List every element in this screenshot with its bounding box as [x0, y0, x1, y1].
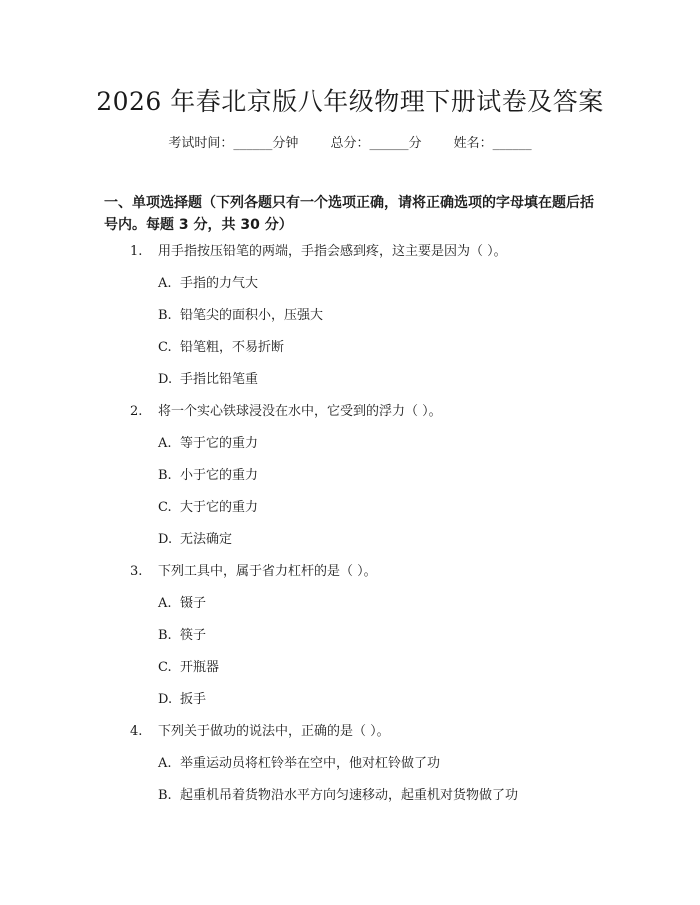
option-letter: C. [158, 660, 172, 675]
option-a [0, 592, 700, 624]
option-c [0, 496, 700, 528]
question-3 [0, 560, 700, 720]
option-c [0, 336, 700, 368]
exam-meta [0, 132, 700, 151]
option-text: 镊子 [180, 596, 207, 611]
option-text: 筷子 [180, 628, 207, 643]
option-text: 手指比铅笔重 [180, 372, 259, 387]
exam-total-score: 总分：______分 [330, 136, 422, 151]
option-letter: A. [158, 596, 172, 611]
question-text: 下列关于做功的说法中，正确的是（ ）。 [158, 724, 390, 739]
page-title: 2026 年春北京版八年级物理下册试卷及答案 [96, 87, 604, 116]
option-d [0, 368, 700, 400]
option-letter: B. [158, 468, 172, 483]
option-c [0, 656, 700, 688]
question-text: 下列工具中，属于省力杠杆的是（ ）。 [158, 564, 377, 579]
option-text: 举重运动员将杠铃举在空中，他对杠铃做了功 [180, 756, 441, 771]
question-list [0, 240, 700, 816]
option-letter: A. [158, 756, 172, 771]
question-stem [0, 240, 700, 272]
option-b [0, 304, 700, 336]
question-number: 2. [130, 404, 143, 419]
option-d [0, 528, 700, 560]
option-d [0, 688, 700, 720]
option-a [0, 752, 700, 784]
option-b [0, 784, 700, 816]
question-stem [0, 720, 700, 752]
exam-time: 考试时间：______分钟 [168, 136, 299, 151]
option-a [0, 272, 700, 304]
option-text: 手指的力气大 [180, 276, 259, 291]
option-letter: A. [158, 276, 172, 291]
option-text: 扳手 [180, 692, 207, 707]
option-text: 无法确定 [180, 532, 233, 547]
option-letter: D. [158, 372, 173, 387]
option-text: 大于它的重力 [180, 500, 259, 515]
question-number: 3. [130, 564, 143, 579]
option-a [0, 432, 700, 464]
question-2 [0, 400, 700, 560]
option-letter: A. [158, 436, 172, 451]
question-text: 用手指按压铅笔的两端，手指会感到疼，这主要是因为（ ）。 [158, 244, 507, 259]
option-letter: D. [158, 692, 173, 707]
option-b [0, 464, 700, 496]
option-text: 铅笔粗，不易折断 [180, 340, 285, 355]
option-letter: C. [158, 340, 172, 355]
option-b [0, 624, 700, 656]
option-letter: B. [158, 788, 172, 803]
question-text: 将一个实心铁球浸没在水中，它受到的浮力（ ）。 [158, 404, 442, 419]
option-text: 小于它的重力 [180, 468, 259, 483]
option-text: 开瓶器 [180, 660, 220, 675]
question-4 [0, 720, 700, 816]
option-letter: D. [158, 532, 173, 547]
option-letter: B. [158, 308, 172, 323]
question-stem [0, 560, 700, 592]
question-number: 4. [130, 724, 143, 739]
option-text: 起重机吊着货物沿水平方向匀速移动，起重机对货物做了功 [180, 788, 519, 803]
option-text: 等于它的重力 [180, 436, 259, 451]
question-number: 1. [130, 244, 143, 259]
section-heading: 一、单项选择题（下列各题只有一个选项正确，请将正确选项的字母填在题后括号内。每题 3 分，共 30 分） [104, 195, 594, 233]
option-text: 铅笔尖的面积小，压强大 [180, 308, 324, 323]
option-letter: B. [158, 628, 172, 643]
question-1 [0, 240, 700, 400]
option-letter: C. [158, 500, 172, 515]
question-stem [0, 400, 700, 432]
exam-student-name: 姓名：______ [453, 136, 532, 151]
